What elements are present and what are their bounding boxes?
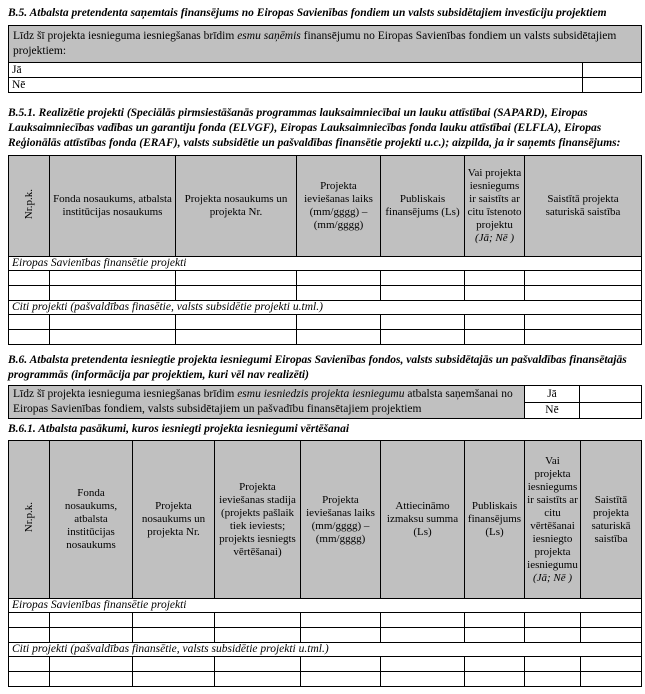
b5-statement-emphasis: esmu saņēmis bbox=[237, 30, 301, 42]
b6-no-answer-cell[interactable] bbox=[580, 402, 642, 419]
b51-eu-row2-cell[interactable] bbox=[465, 286, 525, 301]
b51-header-time: Projekta ieviešanas laiks (mm/gggg) – (mm/gggg) bbox=[297, 156, 381, 257]
b61-eu-row1-cell[interactable] bbox=[301, 613, 381, 628]
b51-caption-eu-projects: Eiropas Savienības finansētie projekti bbox=[9, 257, 642, 271]
b5-statement-text-2: finansējumu no Eiropas Savienības fondiem un valsts subsidētajiem projektiem: bbox=[13, 30, 617, 57]
b61-other-row1-cell[interactable] bbox=[581, 657, 642, 672]
b51-other-row2-cell[interactable] bbox=[525, 330, 642, 345]
b61-other-row1-cell[interactable] bbox=[381, 657, 465, 672]
b61-eu-row2-cell[interactable] bbox=[525, 628, 581, 643]
b51-other-row2-cell[interactable] bbox=[465, 330, 525, 345]
b5-table bbox=[8, 25, 642, 93]
b51-header-fund: Fonda nosaukums, atbalsta institūcijas nosaukums bbox=[50, 156, 176, 257]
b61-eu-row1-cell[interactable] bbox=[9, 613, 50, 628]
b61-section-title: B.6.1. Atbalsta pasākumi, kuros iesniegti projekta iesniegumi vērtēšanai bbox=[8, 423, 350, 435]
b61-eu-row1-cell[interactable] bbox=[133, 613, 215, 628]
b61-header-public-funding: Publiskais finansējums (Ls) bbox=[465, 441, 525, 599]
b61-eu-row2-cell[interactable] bbox=[301, 628, 381, 643]
b61-other-row1-cell[interactable] bbox=[301, 657, 381, 672]
b61-header-project: Projekta nosaukums un projekta Nr. bbox=[133, 441, 215, 599]
b61-other-row2-cell[interactable] bbox=[9, 672, 50, 687]
b51-other-row1-cell[interactable] bbox=[176, 315, 297, 330]
b51-header-project: Projekta nosaukums un projekta Nr. bbox=[176, 156, 297, 257]
b51-other-row1-cell[interactable] bbox=[9, 315, 50, 330]
b61-other-row1-cell[interactable] bbox=[50, 657, 133, 672]
b6-yes-answer-cell[interactable] bbox=[580, 386, 642, 403]
b51-eu-row2-cell[interactable] bbox=[50, 286, 176, 301]
b61-eu-row2-cell[interactable] bbox=[381, 628, 465, 643]
b61-header-stage: Projekta ieviešanas stadija (projekts pašlaik tiek ieviests; projekts iesniegts vērtēšanai) bbox=[215, 441, 301, 599]
b51-header-linked bbox=[465, 156, 525, 257]
b51-other-row2-cell[interactable] bbox=[176, 330, 297, 345]
b61-eu-row1-cell[interactable] bbox=[465, 613, 525, 628]
b51-eu-row2-cell[interactable] bbox=[176, 286, 297, 301]
b51-eu-row2-cell[interactable] bbox=[297, 286, 381, 301]
b61-eu-row1-cell[interactable] bbox=[581, 613, 642, 628]
b51-other-row2-cell[interactable] bbox=[50, 330, 176, 345]
b61-other-row2-cell[interactable] bbox=[215, 672, 301, 687]
b61-eu-row2-cell[interactable] bbox=[215, 628, 301, 643]
b61-other-row1-cell[interactable] bbox=[133, 657, 215, 672]
b61-other-row1-cell[interactable] bbox=[465, 657, 525, 672]
b51-table bbox=[8, 155, 642, 345]
b6-no-label: Nē bbox=[525, 402, 580, 419]
b6-statement-text: Līdz šī projekta iesnieguma iesniegšanas brīdim bbox=[13, 388, 235, 400]
b51-eu-row2-cell[interactable] bbox=[525, 286, 642, 301]
b61-eu-row2-cell[interactable] bbox=[465, 628, 525, 643]
b5-statement-text: Līdz šī projekta iesnieguma iesniegšanas brīdim bbox=[13, 30, 235, 42]
b61-header-fund: Fonda nosaukums, atbalsta institūcijas nosaukums bbox=[50, 441, 133, 599]
b51-eu-row1-cell[interactable] bbox=[297, 271, 381, 286]
b6-yes-label: Jā bbox=[525, 386, 580, 403]
b61-other-row2-cell[interactable] bbox=[301, 672, 381, 687]
b61-other-row1-cell[interactable] bbox=[215, 657, 301, 672]
b61-header-relation: Saistītā projekta saturiskā saistība bbox=[581, 441, 642, 599]
b61-header-nrpk-text: Nr.p.k. bbox=[22, 502, 35, 533]
b61-header-linked-options: (Jā; Nē ) bbox=[532, 571, 573, 584]
b61-caption-other-projects: Citi projekti (pašvaldības finansētie, valsts subsidētie projekti u.tml.) bbox=[9, 643, 642, 657]
b5-no-answer-cell[interactable] bbox=[583, 78, 642, 93]
b61-eu-row2-cell[interactable] bbox=[133, 628, 215, 643]
b61-header-eligible: Attiecināmo izmaksu summa (Ls) bbox=[381, 441, 465, 599]
b6-statement-cell bbox=[9, 386, 525, 419]
b51-eu-row1-cell[interactable] bbox=[50, 271, 176, 286]
b61-eu-row2-cell[interactable] bbox=[50, 628, 133, 643]
b61-header-time: Projekta ieviešanas laiks (mm/gggg) – (mm/gggg) bbox=[301, 441, 381, 599]
b5-statement-cell bbox=[9, 26, 642, 63]
b61-other-row2-cell[interactable] bbox=[133, 672, 215, 687]
b51-other-row1-cell[interactable] bbox=[297, 315, 381, 330]
b61-header-linked bbox=[525, 441, 581, 599]
b51-eu-row2-cell[interactable] bbox=[381, 286, 465, 301]
b51-caption-other-projects: Citi projekti (pašvaldības finasētie, valsts subsidētie projekti u.tml.) bbox=[9, 301, 642, 315]
b5-section-title: B.5. Atbalsta pretendenta saņemtais finansējums no Eiropas Savienības fondiem un valsts subsidētajiem investīciju projektiem bbox=[8, 7, 607, 19]
b51-header-nrpk bbox=[9, 156, 50, 257]
b61-eu-row1-cell[interactable] bbox=[215, 613, 301, 628]
b51-other-row2-cell[interactable] bbox=[9, 330, 50, 345]
b51-other-row1-cell[interactable] bbox=[465, 315, 525, 330]
b61-other-row2-cell[interactable] bbox=[50, 672, 133, 687]
b61-eu-row1-cell[interactable] bbox=[381, 613, 465, 628]
b51-header-linked-options: (Jā; Nē ) bbox=[474, 232, 515, 244]
b5-yes-answer-cell[interactable] bbox=[583, 63, 642, 78]
b61-caption-eu-projects: Eiropas Savienības finansētie projekti bbox=[9, 599, 642, 613]
b61-other-row2-cell[interactable] bbox=[381, 672, 465, 687]
b51-eu-row1-cell[interactable] bbox=[525, 271, 642, 286]
b6-table bbox=[8, 385, 642, 419]
b51-other-row1-cell[interactable] bbox=[525, 315, 642, 330]
b51-other-row1-cell[interactable] bbox=[50, 315, 176, 330]
b61-eu-row1-cell[interactable] bbox=[525, 613, 581, 628]
b51-eu-row1-cell[interactable] bbox=[381, 271, 465, 286]
b51-header-public-funding: Publiskais finansējums (Ls) bbox=[381, 156, 465, 257]
b51-other-row2-cell[interactable] bbox=[297, 330, 381, 345]
b6-statement-emphasis: esmu iesniedzis projekta iesniegumu bbox=[237, 388, 405, 400]
b51-eu-row1-cell[interactable] bbox=[176, 271, 297, 286]
b51-header-relation: Saistītā projekta saturiskā saistība bbox=[525, 156, 642, 257]
b61-other-row1-cell[interactable] bbox=[525, 657, 581, 672]
b61-other-row2-cell[interactable] bbox=[465, 672, 525, 687]
b61-header-nrpk bbox=[9, 441, 50, 599]
b61-table bbox=[8, 440, 642, 687]
b51-other-row2-cell[interactable] bbox=[381, 330, 465, 345]
b51-eu-row1-cell[interactable] bbox=[9, 271, 50, 286]
b61-other-row1-cell[interactable] bbox=[9, 657, 50, 672]
b51-header-nrpk-text: Nr.p.k. bbox=[22, 188, 35, 220]
b51-header-linked-text: Vai projekta iesniegums ir saistīts ar citu īstenoto projektu bbox=[467, 167, 522, 231]
b51-section-title: B.5.1. Realizētie projekti (Speciālās pirmsiestāšanās programmas lauksaimniecībai un lauku attīstībai (SAPARD), Eiropas Lauksaimniecības vadības un garantiju fonda (ELVGF), Eiropas Lauksaimniecības fonda lauku attīstībai (ELFLA), Eiropas Reģionālās attīstības fonda (ERAF), valsts subsidētie un pašvaldības finansētie projekti u.c.); aizpilda, ja ir saņemts finansējums: bbox=[8, 107, 621, 149]
b51-other-row1-cell[interactable] bbox=[381, 315, 465, 330]
b51-eu-row1-cell[interactable] bbox=[465, 271, 525, 286]
b61-other-row2-cell[interactable] bbox=[525, 672, 581, 687]
b61-eu-row1-cell[interactable] bbox=[50, 613, 133, 628]
b51-eu-row2-cell[interactable] bbox=[9, 286, 50, 301]
b5-no-label: Nē bbox=[9, 78, 583, 93]
b61-eu-row2-cell[interactable] bbox=[9, 628, 50, 643]
b6-statement-text-2: atbalsta saņemšanai no Eiropas Savienības fondiem, valsts subsidētajiem un pašvadību finansētajiem projektiem bbox=[13, 388, 513, 415]
b6-section-title: B.6. Atbalsta pretendenta iesniegtie projekta iesniegumi Eiropas Savienības fondos, valsts subsidētajās un pašvaldības finansētajās programmās (informācija par projektiem, kuri vēl nav realizēti) bbox=[8, 354, 627, 381]
b61-header-linked-text: Vai projekta iesniegums ir saistīts ar citu vērtēšanai iesniegto projekta iesniegumu bbox=[527, 454, 578, 571]
b61-eu-row2-cell[interactable] bbox=[581, 628, 642, 643]
b5-yes-label: Jā bbox=[9, 63, 583, 78]
b61-other-row2-cell[interactable] bbox=[581, 672, 642, 687]
